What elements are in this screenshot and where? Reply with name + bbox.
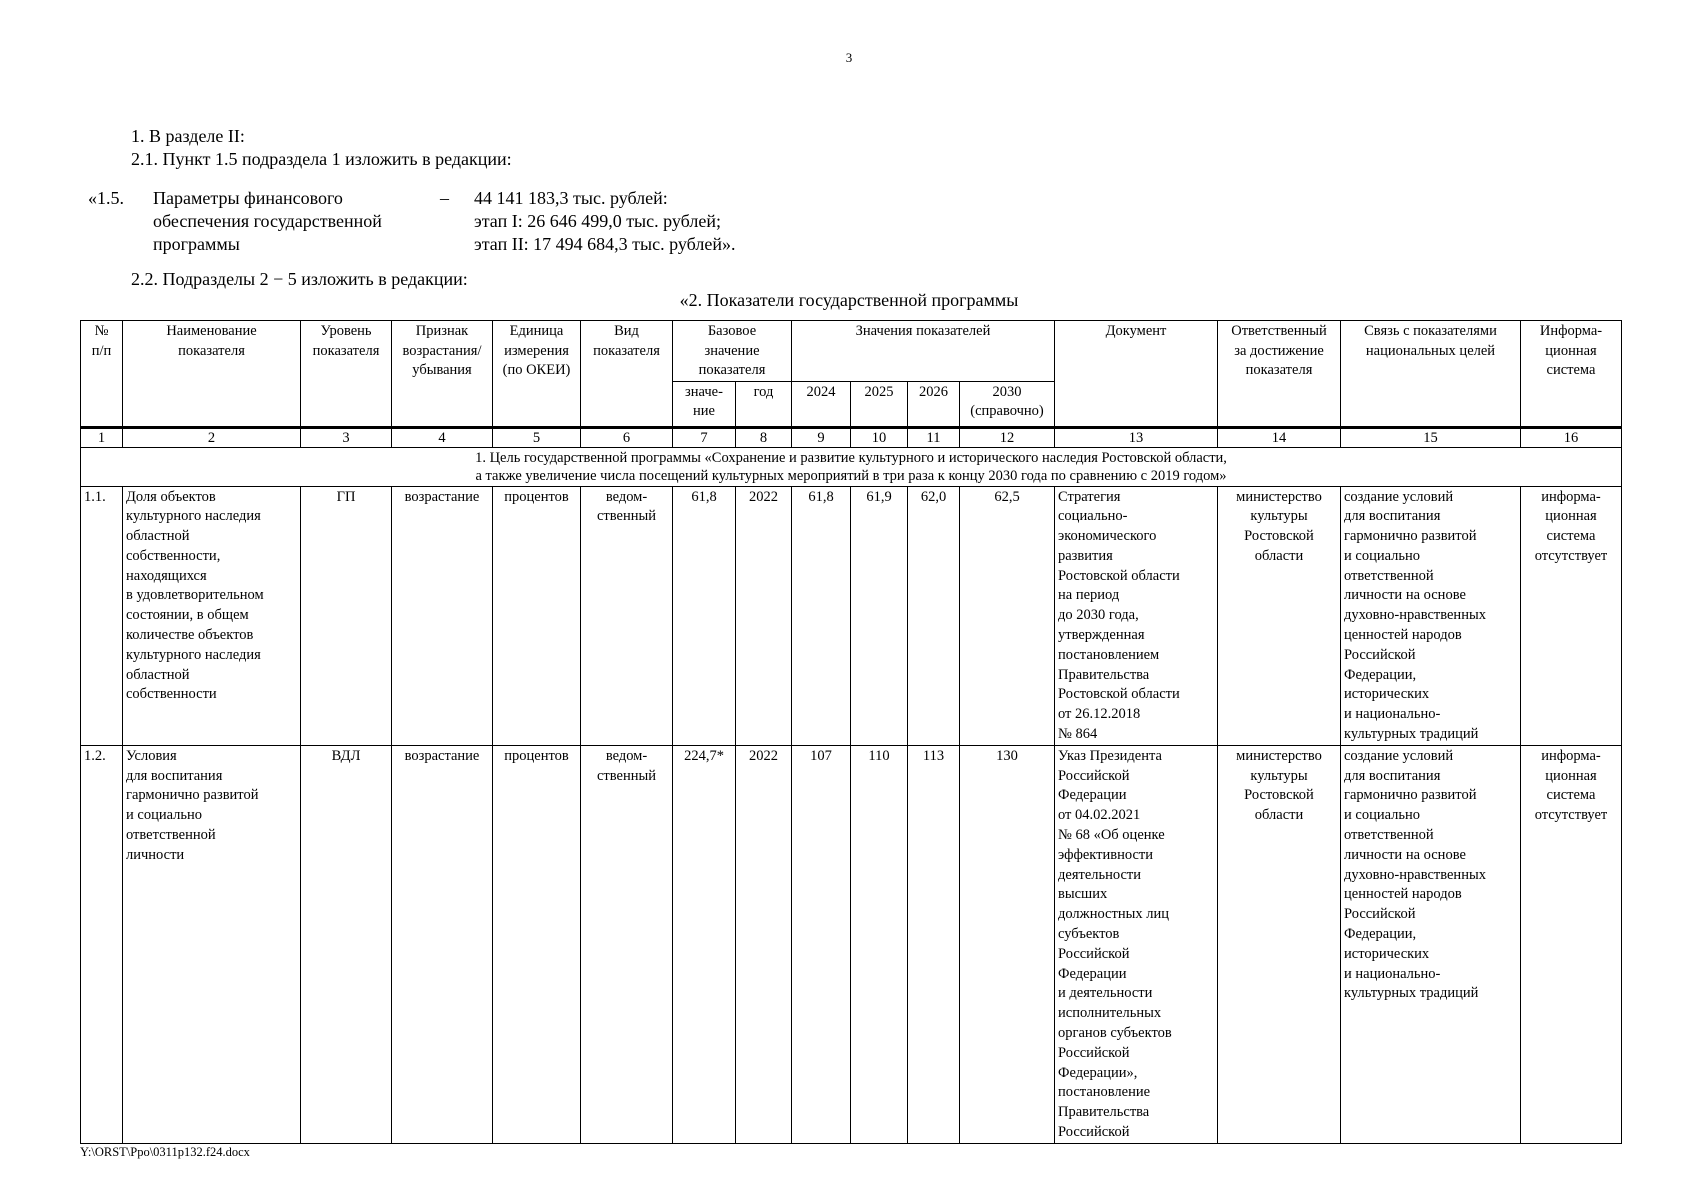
row-name: Доля объектов культурного наследия областной собственности, находящихся в удовлетворительном состоянии, в общем количестве объектов культурного наследия областной собственности (123, 486, 301, 745)
header-name: Наименование показателя (123, 321, 301, 428)
header-base-year: год (736, 381, 792, 427)
row-unit: процентов (493, 745, 581, 1143)
header-level: Уровень показателя (301, 321, 392, 428)
file-path-footer: Y:\ORST\Ppo\0311p132.f24.docx (80, 1145, 250, 1159)
intro-line-1: 1. В разделе II: (131, 126, 245, 146)
goal-row (81, 447, 1622, 486)
row-base-year: 2022 (736, 486, 792, 745)
column-number: 16 (1521, 427, 1622, 447)
column-number: 3 (301, 427, 392, 447)
finance-value-line: этап I: 26 646 499,0 тыс. рублей; (474, 211, 721, 231)
page-number: 3 (845, 50, 853, 65)
header-unit: Единица измерения (по ОКЕИ) (493, 321, 581, 428)
row-document: Стратегия социально- экономического развития Ростовской области на период до 2030 года, утвержденная постановлением Правительства Ростовской области от 26.12.2018 № 864 (1055, 486, 1218, 745)
row-sign: возрастание (392, 745, 493, 1143)
column-number: 13 (1055, 427, 1218, 447)
row-num: 1.2. (81, 745, 123, 1143)
header-base: Базовое значение показателя (673, 321, 792, 382)
header-sign: Признак возрастания/ убывания (392, 321, 493, 428)
table-row (81, 745, 1622, 1143)
header-year-2030: 2030 (справочно) (960, 381, 1055, 427)
column-number: 5 (493, 427, 581, 447)
header-document: Документ (1055, 321, 1218, 428)
row-base-value: 61,8 (673, 486, 736, 745)
column-number-row (81, 427, 1622, 447)
row-kind: ведом- ственный (581, 486, 673, 745)
row-value-2026: 113 (908, 745, 960, 1143)
column-number: 12 (960, 427, 1055, 447)
column-number: 4 (392, 427, 493, 447)
row-document: Указ Президента Российской Федерации от 04.02.2021 № 68 «Об оценке эффективности деятельности высших должностных лиц субъектов Российской Федерации и деятельности исполнительных органов субъектов Российской Федерации», постановление Правительства Российской (1055, 745, 1218, 1143)
column-number: 8 (736, 427, 792, 447)
row-kind: ведом- ственный (581, 745, 673, 1143)
column-number: 11 (908, 427, 960, 447)
row-value-2030: 62,5 (960, 486, 1055, 745)
column-number: 9 (792, 427, 851, 447)
row-link: создание условий для воспитания гармонично развитой и социально ответственной личности на основе духовно-нравственных ценностей народов Российской Федерации, исторических и национально- культурных традиций (1341, 486, 1521, 745)
row-responsible: министерство культуры Ростовской области (1218, 486, 1341, 745)
column-number: 6 (581, 427, 673, 447)
finance-value-line: этап II: 17 494 684,3 тыс. рублей». (474, 234, 736, 254)
row-value-2025: 110 (851, 745, 908, 1143)
column-number: 10 (851, 427, 908, 447)
header-year-2026: 2026 (908, 381, 960, 427)
row-unit: процентов (493, 486, 581, 745)
finance-label-line: Параметры финансового (153, 188, 343, 208)
row-name: Условия для воспитания гармонично развитой и социально ответственной личности (123, 745, 301, 1143)
row-value-2024: 107 (792, 745, 851, 1143)
header-kind: Вид показателя (581, 321, 673, 428)
header-info: Информа- ционная система (1521, 321, 1622, 428)
row-info: информа- ционная система отсутствует (1521, 486, 1622, 745)
intro-line-2: 2.1. Пункт 1.5 подраздела 1 изложить в редакции: (131, 149, 512, 169)
header-values: Значения показателей (792, 321, 1055, 382)
row-value-2024: 61,8 (792, 486, 851, 745)
header-base-value: значе- ние (673, 381, 736, 427)
row-info: информа- ционная система отсутствует (1521, 745, 1622, 1143)
header-link: Связь с показателями национальных целей (1341, 321, 1521, 428)
row-base-year: 2022 (736, 745, 792, 1143)
table-header-row (81, 321, 1622, 382)
row-num: 1.1. (81, 486, 123, 745)
row-value-2025: 61,9 (851, 486, 908, 745)
header-responsible: Ответственный за достижение показателя (1218, 321, 1341, 428)
column-number: 14 (1218, 427, 1341, 447)
header-num: № п/п (81, 321, 123, 428)
finance-item-number: «1.5. (88, 188, 124, 208)
finance-value-line: 44 141 183,3 тыс. рублей: (474, 188, 668, 208)
table-title: «2. Показатели государственной программы (679, 290, 1019, 310)
row-responsible: министерство культуры Ростовской области (1218, 745, 1341, 1143)
row-value-2026: 62,0 (908, 486, 960, 745)
header-year-2024: 2024 (792, 381, 851, 427)
goal-text: 1. Цель государственной программы «Сохранение и развитие культурного и исторического наследия Ростовской области, а также увеличение числа посещений культурных мероприятий в три раза к концу 2030 года по сравнению с 2019 годом» (81, 447, 1622, 486)
row-level: ВДЛ (301, 745, 392, 1143)
table-row (81, 486, 1622, 745)
column-number: 1 (81, 427, 123, 447)
row-value-2030: 130 (960, 745, 1055, 1143)
subsections-line: 2.2. Подразделы 2 − 5 изложить в редакции: (131, 269, 468, 289)
column-number: 2 (123, 427, 301, 447)
finance-dash: – (440, 188, 449, 208)
header-year-2025: 2025 (851, 381, 908, 427)
indicators-table (80, 320, 1622, 1144)
row-base-value: 224,7* (673, 745, 736, 1143)
finance-label-line: обеспечения государственной (153, 211, 382, 231)
row-link: создание условий для воспитания гармонично развитой и социально ответственной личности на основе духовно-нравственных ценностей народов Российской Федерации, исторических и национально- культурных традиций (1341, 745, 1521, 1143)
row-level: ГП (301, 486, 392, 745)
row-sign: возрастание (392, 486, 493, 745)
finance-label-line: программы (153, 234, 240, 254)
column-number: 7 (673, 427, 736, 447)
column-number: 15 (1341, 427, 1521, 447)
